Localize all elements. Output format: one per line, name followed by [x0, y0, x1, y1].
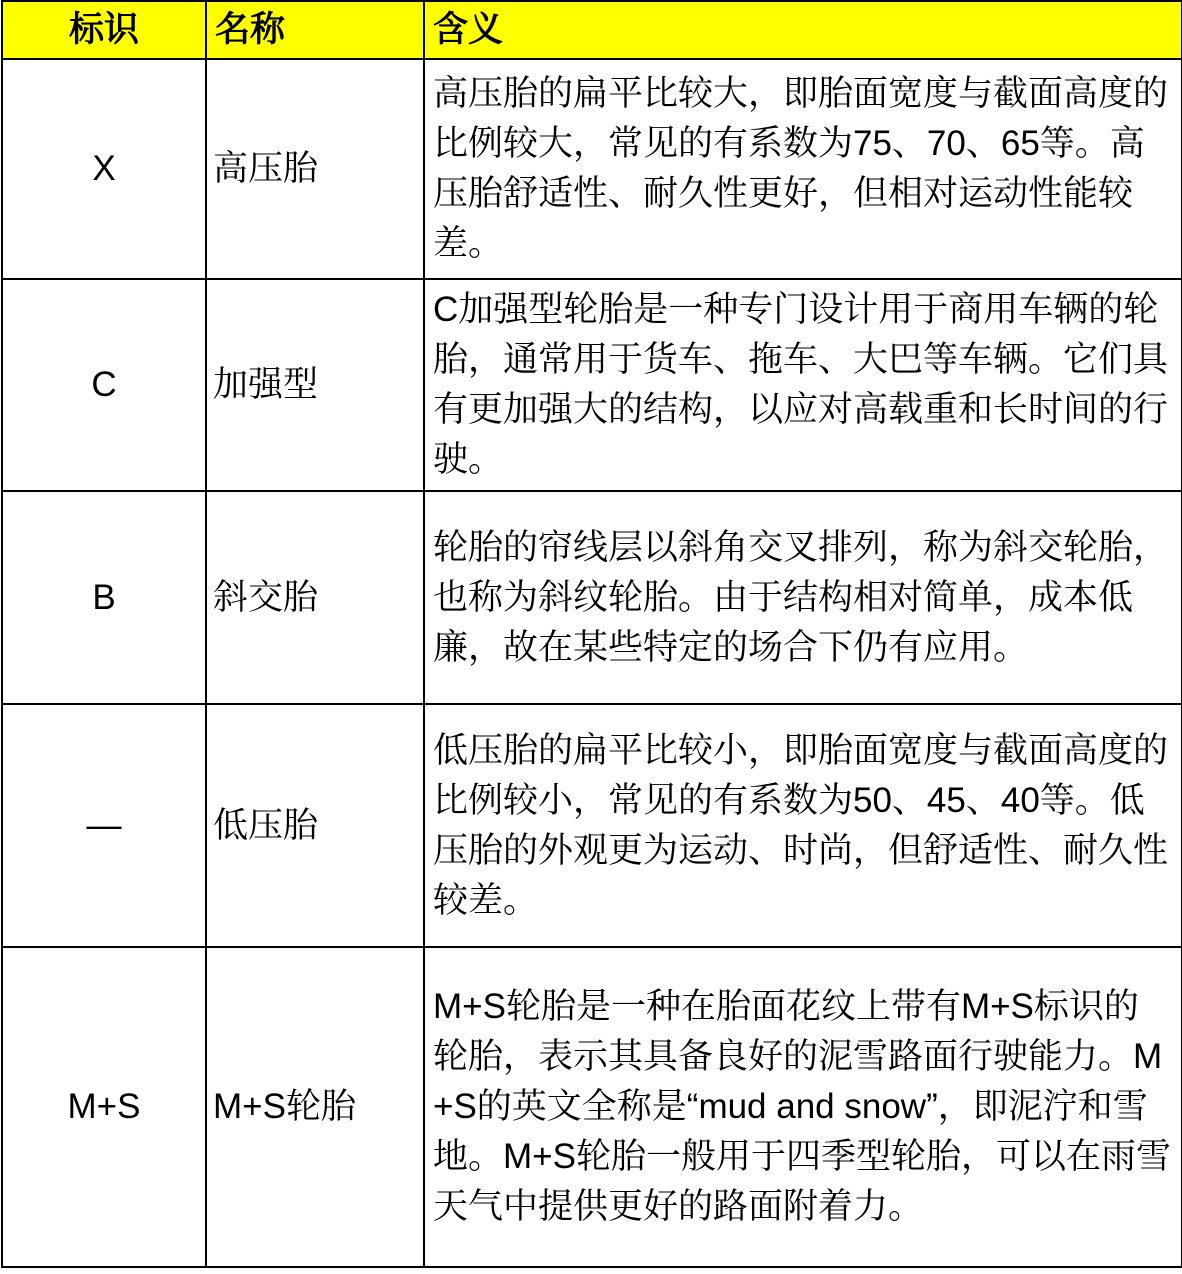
mark-cell: M+S	[2, 947, 206, 1267]
meaning-cell: 高压胎的扁平比较大，即胎面宽度与截面高度的比例较大，常见的有系数为75、70、65等。高压胎舒适性、耐久性更好，但相对运动性能较差。	[424, 59, 1182, 279]
meaning-cell: M+S轮胎是一种在胎面花纹上带有M+S标识的轮胎，表示其具备良好的泥雪路面行驶能力。M+S的英文全称是“mud and snow”，即泥泞和雪地。M+S轮胎一般用于四季型轮胎，可以在雨雪天气中提供更好的路面附着力。	[424, 947, 1182, 1267]
meaning-cell: C加强型轮胎是一种专门设计用于商用车辆的轮胎，通常用于货车、拖车、大巴等车辆。它们具有更加强大的结构，以应对高载重和长时间的行驶。	[424, 279, 1182, 491]
table-row	[2, 491, 1182, 704]
header-name: 名称	[206, 1, 424, 59]
table-row	[2, 704, 1182, 947]
name-cell: 低压胎	[206, 704, 424, 947]
name-cell: 高压胎	[206, 59, 424, 279]
mark-cell: C	[2, 279, 206, 491]
mark-cell: B	[2, 491, 206, 704]
header-meaning: 含义	[424, 1, 1182, 59]
name-cell: 加强型	[206, 279, 424, 491]
name-cell: M+S轮胎	[206, 947, 424, 1267]
tire-marking-table	[1, 0, 1182, 1268]
header-row	[2, 1, 1182, 59]
mark-cell: X	[2, 59, 206, 279]
table-row	[2, 59, 1182, 279]
table-row	[2, 279, 1182, 491]
name-cell: 斜交胎	[206, 491, 424, 704]
header-mark: 标识	[2, 1, 206, 59]
mark-cell: —	[2, 704, 206, 947]
table-row	[2, 947, 1182, 1267]
meaning-cell: 轮胎的帘线层以斜角交叉排列，称为斜交轮胎，也称为斜纹轮胎。由于结构相对简单，成本低廉，故在某些特定的场合下仍有应用。	[424, 491, 1182, 704]
meaning-cell: 低压胎的扁平比较小，即胎面宽度与截面高度的比例较小，常见的有系数为50、45、40等。低压胎的外观更为运动、时尚，但舒适性、耐久性较差。	[424, 704, 1182, 947]
